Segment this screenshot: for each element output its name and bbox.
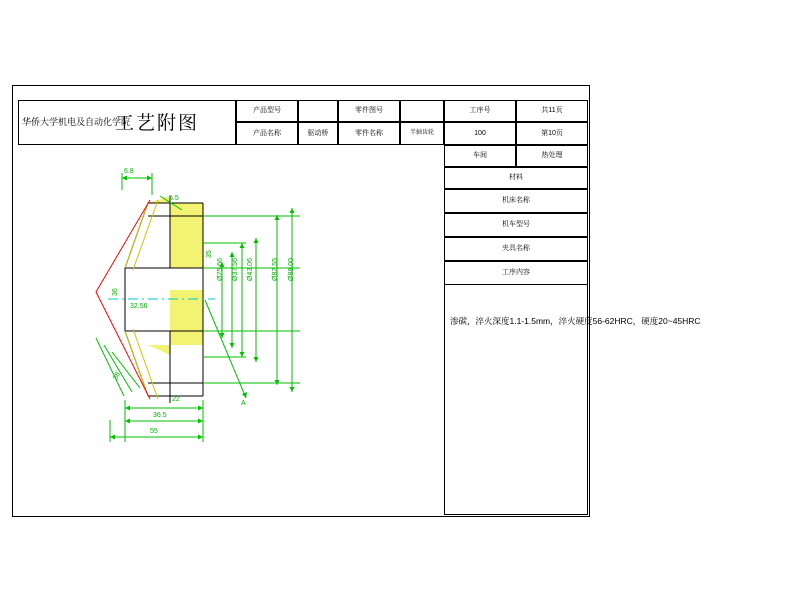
cell-fixture-name-label: 夹具名称: [444, 237, 588, 261]
part-fill-upper: [148, 196, 203, 268]
dim-d25-66: Ø25.66: [217, 258, 224, 281]
cell-part-name-label: 零件名称: [338, 122, 400, 145]
cell-workshop-value: 热处理: [516, 145, 588, 167]
detail-label-a: A: [241, 400, 246, 407]
cell-part-drawing-no-label: 零件图号: [338, 100, 400, 122]
cell-material-label: 材料: [444, 167, 588, 189]
cell-product-name-value: 驱动桥: [298, 122, 338, 145]
cell-page-no: 第10页: [516, 122, 588, 145]
cell-total-pages: 共11页: [516, 100, 588, 122]
cell-product-model-label: 产品型号: [236, 100, 298, 122]
sheet-title: 工艺附图: [115, 113, 200, 134]
cell-process-no-label: 工序号: [444, 100, 516, 122]
dim-5-5: 5.5: [169, 195, 179, 202]
dim-d37-56: Ø37.56: [232, 258, 239, 281]
cell-machine-name-label: 机床名称: [444, 189, 588, 213]
dim-d82-55: Ø82.55: [272, 258, 279, 281]
cell-process-content-header: 工序内容: [444, 261, 588, 285]
dim-36: 36: [112, 288, 119, 296]
process-content-text: 渗碳，淬火深度1.1-1.5mm，淬火硬度56-62HRC，硬度20~45HRC: [450, 316, 701, 326]
school-name: 华侨大学机电及自动化学院: [22, 117, 131, 127]
dim-32-56: 32.56: [130, 303, 148, 310]
cell-machine-model-label: 机车型号: [444, 213, 588, 237]
dim-55: 55: [150, 428, 158, 435]
dim-d43-06: Ø43.06: [247, 258, 254, 281]
cell-part-name-value: 半轴齿轮: [400, 122, 444, 145]
dim-35: 35: [206, 250, 213, 258]
cell-product-name-label: 产品名称: [236, 122, 298, 145]
dim-36-5: 36.5: [153, 412, 167, 419]
dim-6-8: 6.8: [124, 168, 134, 175]
dim-d88-00: Ø88.00: [288, 258, 295, 281]
cell-workshop-label: 车间: [444, 145, 516, 167]
dim-22: 22: [172, 396, 180, 403]
cell-process-no-value: 100: [444, 122, 516, 145]
bore-area: [125, 268, 170, 300]
dim-38: 38: [112, 371, 122, 382]
